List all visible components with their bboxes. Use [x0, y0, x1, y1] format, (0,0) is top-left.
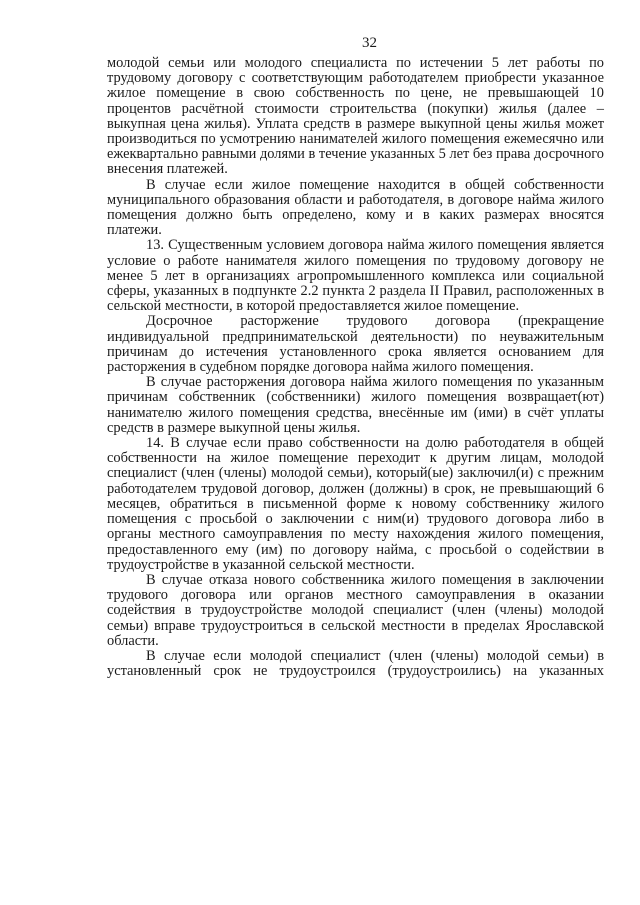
- paragraph-item-13: 13. Существенным условием договора найма жилого помещения является условие о работе нанимателя жилого помещения по трудовому договору не менее 5 лет в организациях агропромышленного комплекса или социальной сферы, указанных в подпункте 2.2 пункта 2 раздела II Правил, расположенных в сельской местности, в которой предоставляется жилое помещение.: [107, 237, 604, 315]
- paragraph-early-termination: Досрочное расторжение трудового договора (прекращение индивидуальной предпринимательской деятельности) по неуважительным причинам до истечения установленного срока является основанием для расторжения в судебном порядке договора найма жилого помещения.: [107, 313, 604, 376]
- paragraph-refund: В случае расторжения договора найма жилого помещения по указанным причинам собственник (собственники) жилого помещения возвращает(ют) нанимателю жилого помещения средства, внесённые им (ими) в счёт уплаты средств в размере выкупной цены жилья.: [107, 374, 604, 436]
- paragraph-joint-ownership: В случае если жилое помещение находится в общей собственности муниципального образования области и работодателя, в договоре найма жилого помещения должно быть определено, кому и в каких размерах вносятся платежи.: [107, 176, 604, 239]
- paragraph-not-employed: В случае если молодой специалист (член (члены) молодой семьи) в установленный срок не трудоустроился (трудоустроились) на указанных: [107, 647, 604, 680]
- paragraph-refusal: В случае отказа нового собственника жилого помещения в заключении трудового договора или органов местного самоуправления в оказании содействия в трудоустройстве молодой специалист (член (члены) молодой семьи) вправе трудоустроиться в сельской местности в пределах Ярославской области.: [107, 571, 604, 649]
- page-number: 32: [362, 35, 377, 51]
- paragraph-item-14: 14. В случае если право собственности на долю работодателя в общей собственности на жилое помещение переходит к другим лицам, молодой специалист (член (члены) молодой семьи), который(ые) заключил(и) с прежним работодателем трудовой договор, должен (должны) в срок, не превышающий 6 месяцев, обратиться в письменной форме к новому собственнику жилого помещения с просьбой о заключении с ним(и) трудового договора либо в органы местного самоуправления по месту нахождения жилого помещения, предоставленного ему (им) по договору найма, с просьбой о содействии в трудоустройстве в указанной сельской местности.: [107, 435, 604, 573]
- paragraph-continuation: молодой семьи или молодого специалиста по истечении 5 лет работы по трудовому договору с соответствующим работодателем приобрести указанное жилое помещение в свою собственность по цене, не превышающей 10 процентов расчётной стоимости строительства (покупки) жилья (далее – выкупная цена жилья). Уплата средств в размере выкупной цены жилья может производиться по усмотрению нанимателей жилого помещения ежемесячно или ежеквартально равными долями в течение указанных 5 лет без права досрочного внесения платежей.: [107, 55, 604, 178]
- document-page: [107, 34, 604, 679]
